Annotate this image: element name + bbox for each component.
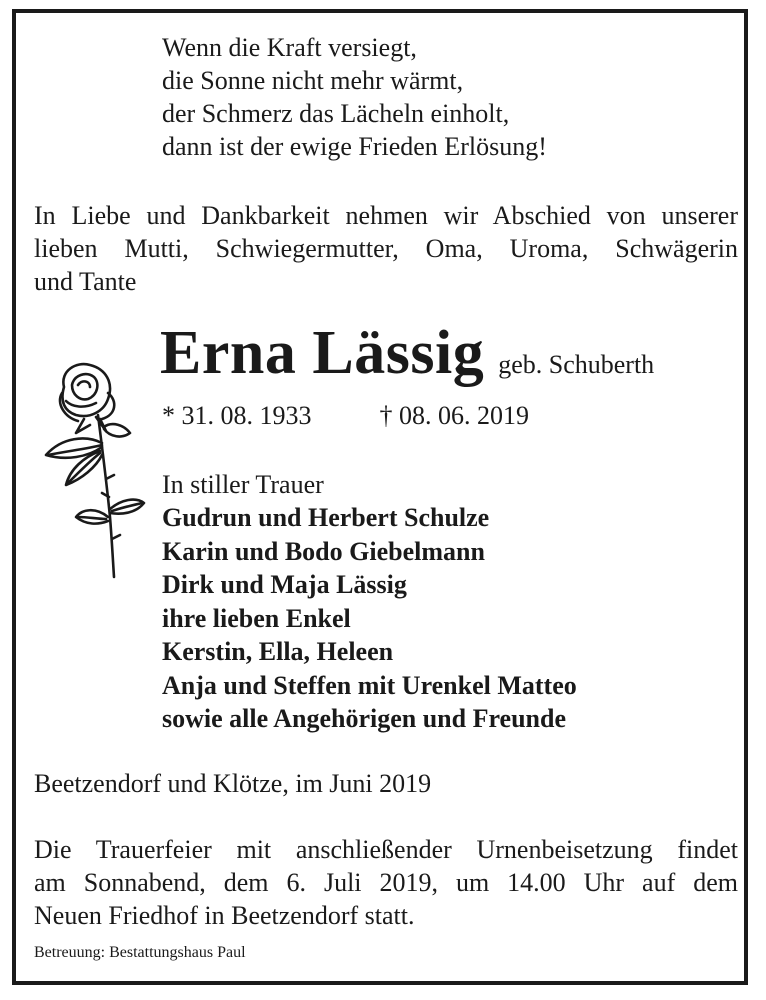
mourner-line: sowie alle Angehörigen und Freunde [162, 704, 567, 733]
birth-name: geb. Schuberth [498, 350, 655, 379]
poem-line: dann ist der ewige Frieden Erlösung! [162, 132, 547, 161]
poem-line: Wenn die Kraft versiegt, [162, 33, 417, 62]
mourner-line: Gudrun und Herbert Schulze [162, 503, 490, 532]
service-line: Neuen Friedhof in Beetzendorf statt. [34, 901, 415, 930]
birth-date: * 31. 08. 1933 [162, 401, 312, 430]
rose-icon [26, 357, 146, 579]
poem-line: der Schmerz das Lächeln einholt, [162, 99, 510, 128]
poem-line: die Sonne nicht mehr wärmt, [162, 66, 464, 95]
mourner-line: Karin und Bodo Giebelmann [162, 536, 485, 566]
service-line: Die Trauerfeier mit anschließender Urnenbeisetzung findet [34, 835, 738, 864]
mourner-line: Kerstin, Ella, Heleen [162, 637, 394, 666]
poem [162, 31, 547, 163]
mourner-line: Dirk und Maja Lässig [162, 570, 407, 599]
mourning-label: In stiller Trauer [162, 470, 324, 499]
obituary-notice [12, 9, 748, 985]
intro-line: lieben Mutti, Schwiegermutter, Oma, Uroma, Schwägerin [34, 234, 738, 263]
funeral-home: Betreuung: Bestattungshaus Paul [34, 944, 246, 961]
service-info [34, 833, 738, 932]
deceased-name-row [160, 313, 654, 393]
place-date: Beetzendorf und Klötze, im Juni 2019 [34, 769, 432, 798]
intro-line: In Liebe und Dankbarkeit nehmen wir Abschied von unserer [34, 201, 738, 230]
deceased-name: Erna Lässig [160, 319, 485, 387]
mourners-list [162, 501, 577, 736]
life-dates [162, 399, 529, 432]
death-date: † 08. 06. 2019 [379, 401, 529, 430]
mourner-line: ihre lieben Enkel [162, 603, 351, 633]
intro-text [34, 199, 738, 298]
mourner-line: Anja und Steffen mit Urenkel Matteo [162, 670, 577, 700]
intro-line: und Tante [34, 267, 137, 296]
service-line: am Sonnabend, dem 6. Juli 2019, um 14.00 Uhr auf dem [34, 868, 738, 897]
